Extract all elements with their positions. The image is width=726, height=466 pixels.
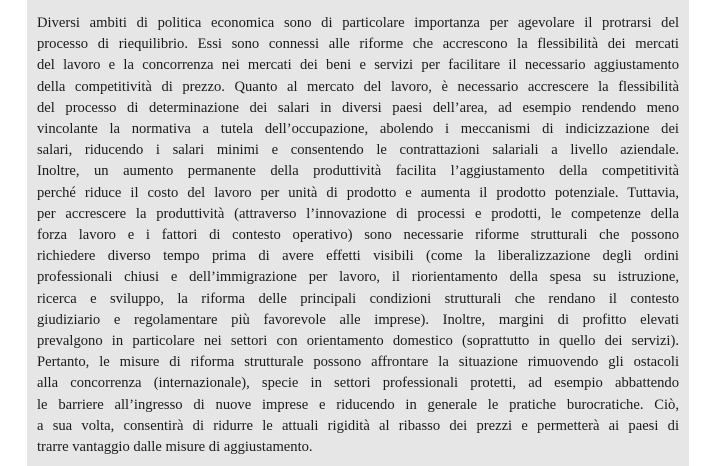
text-line: perché riduce il costo del lavoro per unità di prodotto e aumenta il prodotto potenziale. Tuttavia, [37,184,679,201]
text-line: della competitività di prezzo. Quanto al mercato del lavoro, è necessario accrescere la flessibilità [37,78,679,95]
text-box [27,0,689,466]
text-line: giudiziario e regolamentare più favorevole alle imprese). Inoltre, margini di profitto elevati [37,311,679,328]
text-line: del processo di determinazione dei salari in diversi paesi dell’area, ad esempio rendendo meno [37,99,679,116]
text-line: forza lavoro e i fattori di contesto operativo) sono necessarie riforme strutturali che possono [37,227,679,244]
text-line: ricerca e sviluppo, la riforma delle principali condizioni strutturali che rendano il contesto [37,290,679,307]
paragraph [37,13,679,458]
text-line: Pertanto, le misure di riforma strutturale possono affrontare la situazione rimuovendo gli ostacoli [37,354,679,371]
text-line: professionali chiusi e dell’immigrazione per lavoro, il riorientamento della spesa su istruzione, [37,269,679,286]
text-line: trarre vantaggio dalle misure di aggiustamento. [37,439,313,456]
text-line: prevalgono in particolare nei settori con orientamento domestico (soprattutto in quello dei servizi). [37,333,679,350]
text-line: le barriere all’ingresso di nuove imprese e riducendo in generale le pratiche burocratiche. Ciò, [37,396,679,413]
text-line: per accrescere la produttività (attraverso l’innovazione di processi e prodotti, le competenze della [37,205,679,222]
text-line: processo di riequilibrio. Essi sono connessi alle riforme che accrescono la flessibilità dei mercati [37,36,679,53]
text-line: a sua volta, consentirà di ridurre le attuali rigidità al ribasso dei prezzi e permetterà ai paesi di [37,417,679,434]
text-line: alla concorrenza (internazionale), specie in settori professionali protetti, ad esempio abbattendo [37,375,679,392]
text-line: Inoltre, un aumento permanente della produttività facilita l’aggiustamento della competitività [37,163,679,180]
text-line: salari, riducendo i salari minimi e consentendo le contrattazioni salariali a livello aziendale. [37,142,679,159]
text-line: vincolante la normativa a tutela dell’occupazione, abolendo i meccanismi di indicizzazione dei [37,121,679,138]
text-line: richiedere diverso tempo prima di avere effetti visibili (come la liberalizzazione degli ordini [37,248,679,265]
text-line: Diversi ambiti di politica economica sono di particolare importanza per agevolare il protrarsi del [37,15,679,31]
text-line: del lavoro e la concorrenza nei mercati dei beni e servizi per facilitare il necessario aggiustamento [37,57,679,74]
